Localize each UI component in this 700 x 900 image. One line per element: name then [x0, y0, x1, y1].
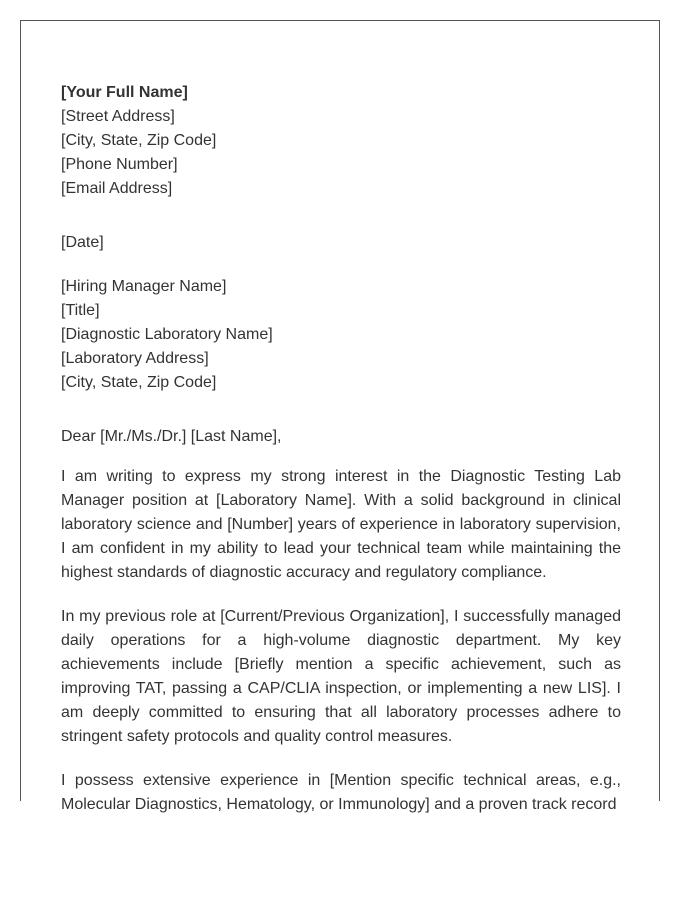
document-page — [20, 20, 660, 813]
recipient-lab-address: [Laboratory Address] — [61, 350, 209, 367]
salutation: Dear [Mr./Ms./Dr.] [Last Name], — [61, 428, 282, 445]
recipient-city-state-zip: [City, State, Zip Code] — [61, 374, 217, 391]
sender-block — [61, 81, 621, 201]
body-paragraph-2: In my previous role at [Current/Previous Organization], I successfully managed daily operations for a high-volume diagnostic department. My key achievements include [Briefly mention a specific achievement, such as improving TAT, passing a CAP/CLIA inspection, or implementing a new LIS]. I am deeply committed to ensuring that all laboratory processes adhere to stringent safety protocols and quality control measures. — [61, 608, 621, 745]
body-paragraph-1: I am writing to express my strong interest in the Diagnostic Testing Lab Manager position at [Laboratory Name]. With a solid background in clinical laboratory science and [Number] years of experience in laboratory supervision, I am confident in my ability to lead your technical team while maintaining the highest standards of diagnostic accuracy and regulatory compliance. — [61, 468, 621, 581]
sender-name: [Your Full Name] — [61, 84, 188, 101]
recipient-name: [Hiring Manager Name] — [61, 278, 227, 295]
recipient-block — [61, 275, 621, 395]
sender-street: [Street Address] — [61, 108, 175, 125]
body-paragraph-3: I possess extensive experience in [Mention specific technical areas, e.g., Molecular Diagnostics, Hematology, or Immunology] and a proven track record — [61, 772, 621, 813]
sender-phone: [Phone Number] — [61, 156, 178, 173]
letter-date: [Date] — [61, 234, 104, 251]
cover-letter-body — [61, 81, 621, 837]
recipient-lab-name: [Diagnostic Laboratory Name] — [61, 326, 273, 343]
recipient-title: [Title] — [61, 302, 100, 319]
sender-city-state-zip: [City, State, Zip Code] — [61, 132, 217, 149]
sender-email: [Email Address] — [61, 180, 173, 197]
